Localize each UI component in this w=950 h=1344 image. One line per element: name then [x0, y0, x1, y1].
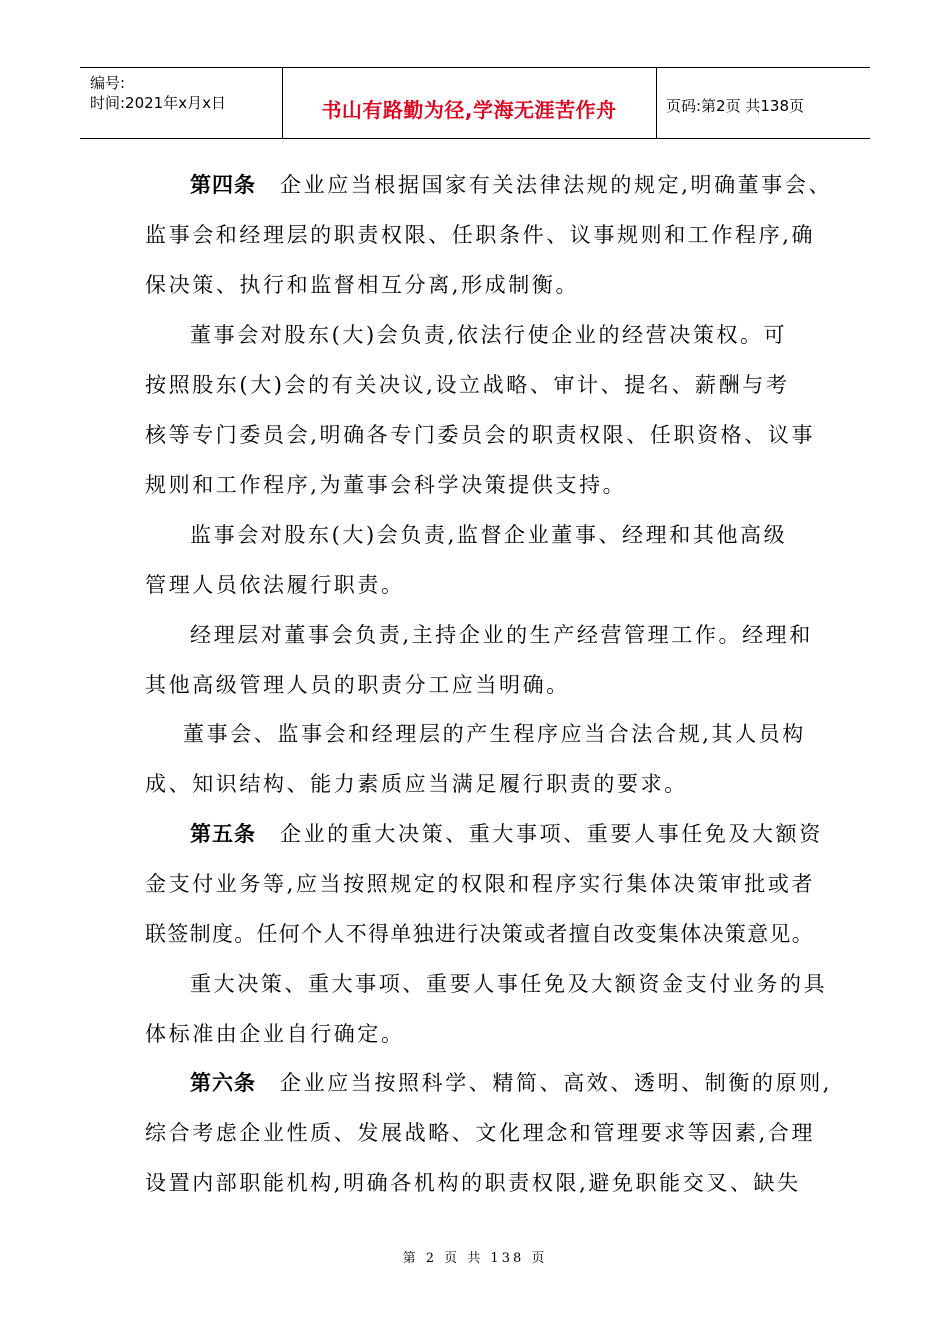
body-line: 董事会对股东(大)会负责,依法行使企业的经营决策权。可: [190, 323, 788, 347]
body-line: 综合考虑企业性质、发展战略、文化理念和管理要求等因素,合理: [145, 1121, 816, 1145]
document-date-label: 时间:2021年x月x日: [90, 94, 226, 112]
page-header: [80, 67, 870, 139]
body-line: 成、知识结构、能力素质应当满足履行职责的要求。: [145, 772, 688, 796]
article-6-line-1: 第六条 企业应当按照科学、精简、高效、透明、制衡的原则,: [190, 1071, 833, 1095]
header-page-cell: [656, 68, 870, 138]
body-line: 金支付业务等,应当按照规定的权限和程序实行集体决策审批或者: [145, 872, 816, 896]
body-line: 设置内部职能机构,明确各机构的职责权限,避免职能交叉、缺失: [145, 1171, 801, 1195]
body-line: 重大决策、重大事项、重要人事任免及大额资金支付业务的具: [190, 972, 828, 996]
header-meta-cell: [80, 68, 283, 138]
body-line: 体标准由企业自行确定。: [145, 1022, 405, 1046]
body-line: 管理人员依法履行职责。: [145, 573, 405, 597]
body-line: 保决策、执行和监督相互分离,形成制衡。: [145, 273, 580, 297]
article-4-line-1: 第四条 企业应当根据国家有关法律法规的规定,明确董事会、: [190, 173, 833, 197]
body-line: 经理层对董事会负责,主持企业的生产经营管理工作。经理和: [190, 623, 813, 647]
page-footer: 第 2 页 共 138 页: [402, 1251, 548, 1266]
header-motto-cell: [282, 68, 657, 138]
body-line: 其他高级管理人员的职责分工应当明确。: [145, 673, 570, 697]
body-line: 联签制度。任何个人不得单独进行决策或者擅自改变集体决策意见。: [145, 922, 814, 946]
header-motto: 书山有路勤为径,学海无涯苦作舟: [321, 98, 617, 122]
body-line: 监事会和经理层的职责权限、任职条件、议事规则和工作程序,确: [145, 223, 816, 247]
body-line: 按照股东(大)会的有关决议,设立战略、审计、提名、薪酬与考: [145, 373, 790, 397]
article-6-label: 第六条: [190, 1071, 256, 1095]
body-line: 规则和工作程序,为董事会科学决策提供支持。: [145, 473, 627, 497]
body-line: 核等专门委员会,明确各专门委员会的职责权限、任职资格、议事: [145, 423, 816, 447]
header-page-number: 页码:第2页 共138页: [666, 97, 804, 115]
article-4-label: 第四条: [190, 173, 256, 197]
article-5-label: 第五条: [190, 822, 256, 846]
body-line: 董事会、监事会和经理层的产生程序应当合法合规,其人员构: [183, 722, 806, 746]
document-number-label: 编号:: [90, 74, 126, 92]
body-line: 监事会对股东(大)会负责,监督企业董事、经理和其他高级: [190, 523, 788, 547]
article-5-line-1: 第五条 企业的重大决策、重大事项、重要人事任免及大额资: [190, 822, 823, 846]
